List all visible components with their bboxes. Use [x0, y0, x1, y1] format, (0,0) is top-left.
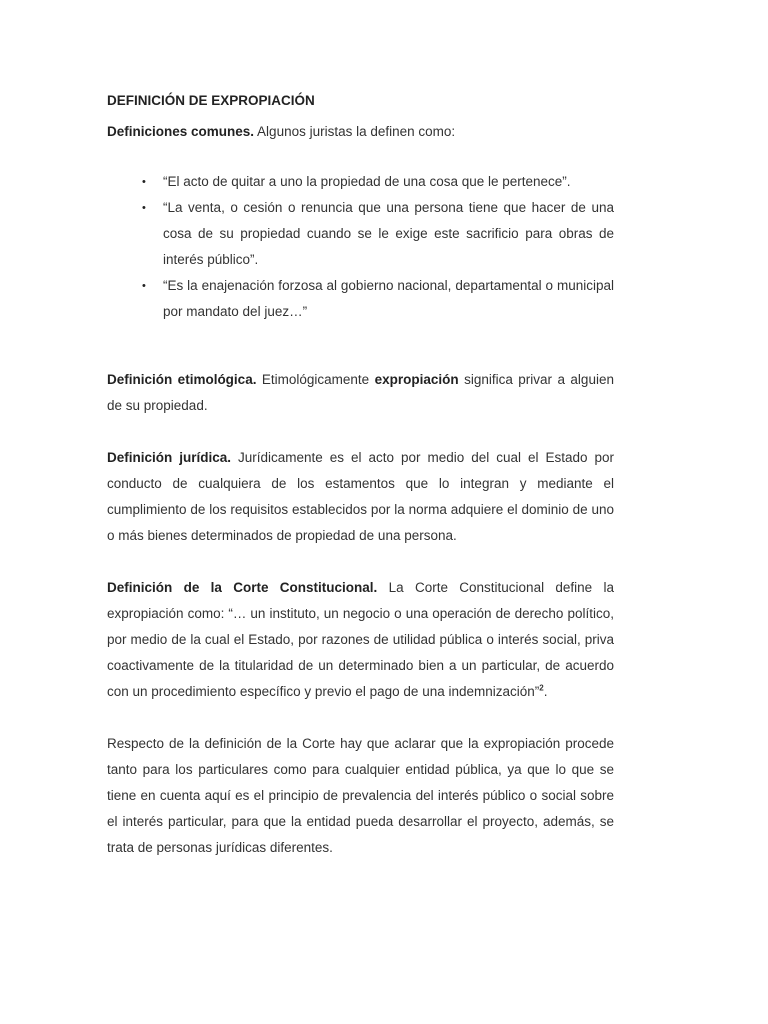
definiciones-comunes-paragraph — [107, 122, 614, 142]
document-body — [107, 92, 614, 861]
bullet-icon: • — [142, 176, 146, 188]
respecto-paragraph — [107, 731, 614, 861]
definicion-etimologica-label: Definición etimológica. — [107, 372, 257, 387]
definicion-juridica-text: Jurídicamente es el acto por medio del cual el Estado por conducto de cualquiera de los estamentos que lo integran y mediante el cumplimiento de los requisitos establecidos por la norma adquiere el dominio de uno o más bienes determinados de propiedad de una persona. — [107, 450, 614, 543]
list-item — [107, 273, 614, 325]
definicion-corte-label: Definición de la Corte Constitucional. — [107, 580, 378, 595]
definicion-etimologica-paragraph — [107, 367, 614, 419]
list-item — [107, 195, 614, 273]
definiciones-comunes-text: Algunos juristas la definen como: — [254, 124, 456, 139]
document-title: DEFINICIÓN DE EXPROPIACIÓN — [107, 93, 315, 108]
footnote-marker[interactable]: 2 — [539, 683, 544, 693]
definicion-corte-end: . — [543, 684, 548, 699]
list-item-text: “Es la enajenación forzosa al gobierno nacional, departamental o municipal por mandato del juez…” — [163, 278, 614, 319]
bullet-icon: • — [142, 280, 146, 292]
definicion-etimologica-text-after: significa privar a alguien de su propiedad. — [107, 372, 614, 413]
definicion-corte-text: La Corte Constitucional define la expropiación como: “… un instituto, un negocio o una operación de derecho político, por medio de la cual el Estado, por razones de utilidad pública o interés social, priva coactivamente de la titularidad de un determinado bien a un particular, de acuerdo con un procedimiento específico y previo el pago de una indemnización” — [107, 580, 614, 699]
list-item — [107, 169, 614, 195]
definicion-corte-paragraph — [107, 575, 614, 705]
definicion-etimologica-text-before: Etimológicamente — [256, 372, 375, 387]
definicion-juridica-paragraph — [107, 445, 614, 549]
definitions-list — [107, 169, 614, 325]
list-item-text: “El acto de quitar a uno la propiedad de una cosa que le pertenece”. — [163, 174, 571, 189]
definicion-juridica-label: Definición jurídica. — [107, 450, 231, 465]
definicion-etimologica-bold-word: expropiación — [374, 372, 459, 387]
definiciones-comunes-label: Definiciones comunes. — [107, 124, 255, 139]
bullet-icon: • — [142, 202, 146, 214]
list-item-text: “La venta, o cesión o renuncia que una persona tiene que hacer de una cosa de su propiedad cuando se le exige este sacrificio para obras de interés público”. — [163, 200, 614, 267]
respecto-text: Respecto de la definición de la Corte hay que aclarar que la expropiación procede tanto para los particulares como para cualquier entidad pública, ya que lo que se tiene en cuenta aquí es el principio de prevalencia del interés público o social sobre el interés particular, para que la entidad pueda desarrollar el proyecto, además, se trata de personas jurídicas diferentes. — [107, 736, 614, 855]
